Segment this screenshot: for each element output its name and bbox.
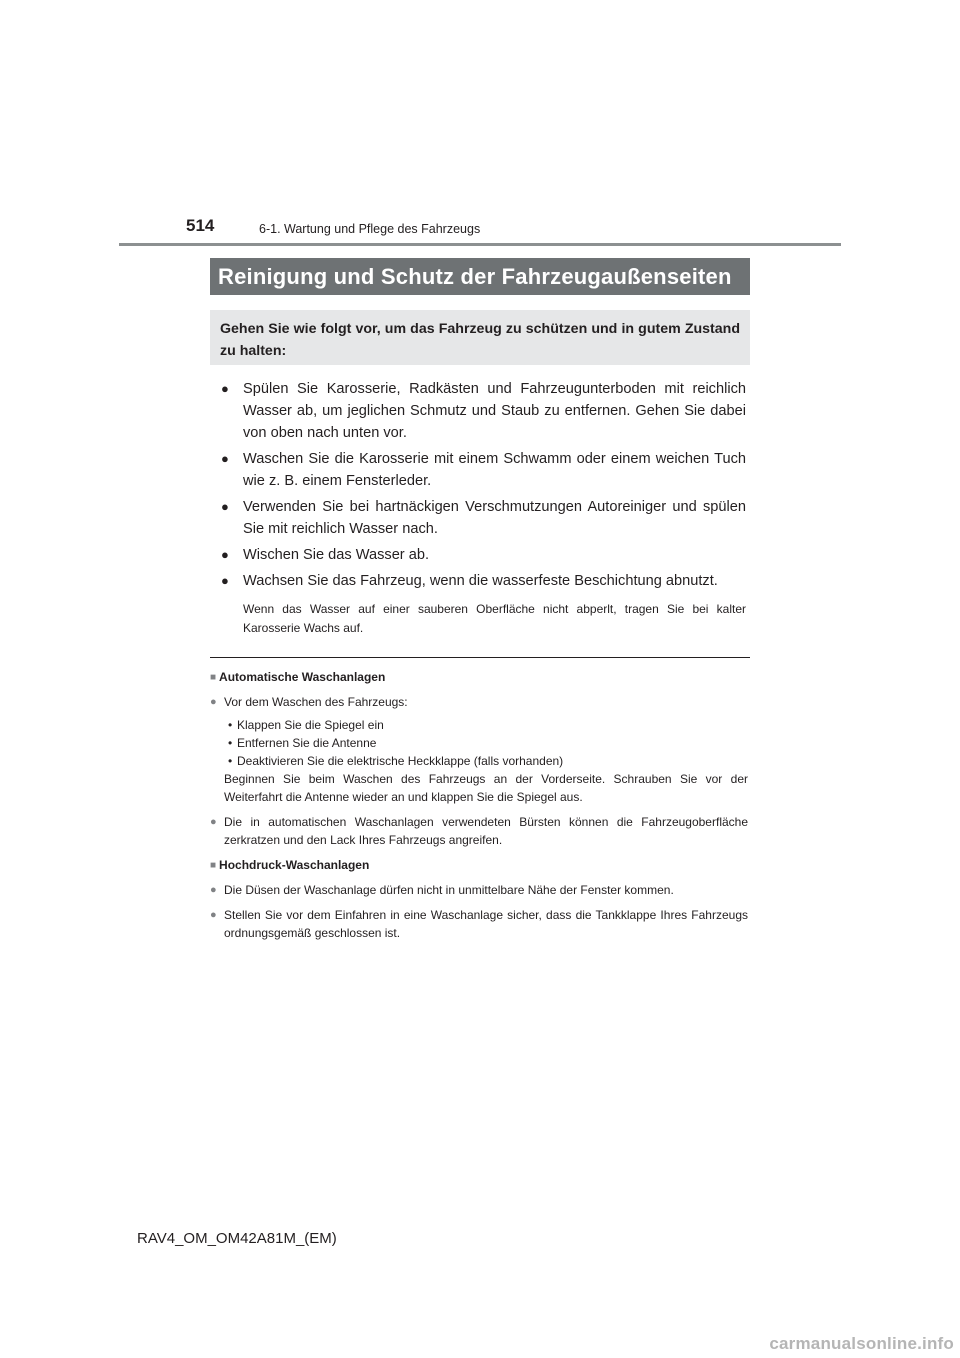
- header-divider: [119, 243, 841, 246]
- list-item: [218, 544, 746, 566]
- step-text: Waschen Sie die Karosserie mit einem Schwamm oder einem weichen Tuch wie z. B. einem Fensterleder.: [243, 451, 746, 489]
- step-text: Wischen Sie das Wasser ab.: [243, 547, 430, 563]
- fuel-door-note: Stellen Sie vor dem Einfahren in eine Waschanlage sicher, dass die Tankklappe Ihres Fahrzeugs ordnungsgemäß geschlossen ist.: [224, 908, 748, 940]
- dot-icon: •: [228, 718, 233, 732]
- bullet-icon: ●: [210, 816, 217, 828]
- note-item: [210, 906, 748, 942]
- list-item: [218, 496, 746, 540]
- square-bullet-icon: ■: [210, 672, 217, 683]
- car-wash-heading: ■ Automatische Waschanlagen: [210, 670, 386, 684]
- bullet-icon: ●: [221, 547, 229, 562]
- wax-note: Wenn das Wasser auf einer sauberen Oberfläche nicht abperlt, tragen Sie bei kalter Karosserie Wachs auf.: [243, 602, 746, 635]
- list-item: [218, 448, 746, 492]
- note-item: [210, 813, 748, 849]
- nozzle-note: Die Düsen der Waschanlage dürfen nicht in unmittelbare Nähe der Fenster kommen.: [224, 883, 674, 897]
- list-item: • Klappen Sie die Spiegel ein: [228, 718, 384, 732]
- bullet-icon: ●: [210, 696, 217, 708]
- pressure-wash-heading: ■ Hochdruck-Waschanlagen: [210, 858, 370, 872]
- bullet-icon: ●: [221, 451, 229, 466]
- list-item: • Entfernen Sie die Antenne: [228, 736, 377, 750]
- cleaning-steps: [218, 378, 746, 638]
- bullet-icon: ●: [221, 573, 229, 588]
- notes-section: [210, 668, 748, 949]
- step-text: Spülen Sie Karosserie, Radkästen und Fahrzeugunterboden mit reichlich Wasser ab, um jeglichen Schmutz und Staub zu entfernen. Gehen Sie dabei von oben nach unten vor.: [243, 381, 746, 441]
- square-bullet-icon: ■: [210, 860, 217, 871]
- intro-box: Gehen Sie wie folgt vor, um das Fahrzeug zu schützen und in gutem Zustand zu halten:: [210, 310, 750, 365]
- page-number: 514: [186, 216, 215, 235]
- note-item: [210, 881, 748, 899]
- after-checklist-text: Beginnen Sie beim Waschen des Fahrzeugs an der Vorderseite. Schrauben Sie vor der Weiterfahrt die Antenne wieder an und klappen Sie die Spiegel aus.: [224, 772, 748, 804]
- section-label: 6-1. Wartung und Pflege des Fahrzeugs: [259, 222, 481, 236]
- step-text: Verwenden Sie bei hartnäckigen Verschmutzungen Autoreiniger und spülen Sie mit reichlich Wasser nach.: [243, 499, 746, 537]
- list-item: [218, 378, 746, 444]
- wash-checklist: [224, 716, 748, 770]
- watermark: carmanualsonline.info: [769, 1334, 954, 1353]
- bullet-icon: ●: [210, 884, 217, 896]
- bullet-icon: ●: [210, 909, 217, 921]
- note-item: [210, 693, 748, 806]
- dot-icon: •: [228, 754, 233, 768]
- bullet-icon: ●: [221, 381, 229, 396]
- list-item: [218, 570, 746, 592]
- step-text: Wachsen Sie das Fahrzeug, wenn die wasserfeste Beschichtung abnutzt.: [243, 573, 718, 589]
- before-wash-text: Vor dem Waschen des Fahrzeugs:: [224, 695, 408, 709]
- page-title: Reinigung und Schutz der Fahrzeugaußenseiten: [210, 258, 750, 295]
- bullet-icon: ●: [221, 499, 229, 514]
- notes-divider: [210, 657, 750, 658]
- brushes-note: Die in automatischen Waschanlagen verwendeten Bürsten können die Fahrzeugoberfläche zerkratzen und den Lack Ihres Fahrzeugs angreifen.: [224, 815, 748, 847]
- dot-icon: •: [228, 736, 233, 750]
- list-item: • Deaktivieren Sie die elektrische Heckklappe (falls vorhanden): [228, 754, 564, 768]
- document-code: RAV4_OM_OM42A81M_(EM): [137, 1230, 337, 1247]
